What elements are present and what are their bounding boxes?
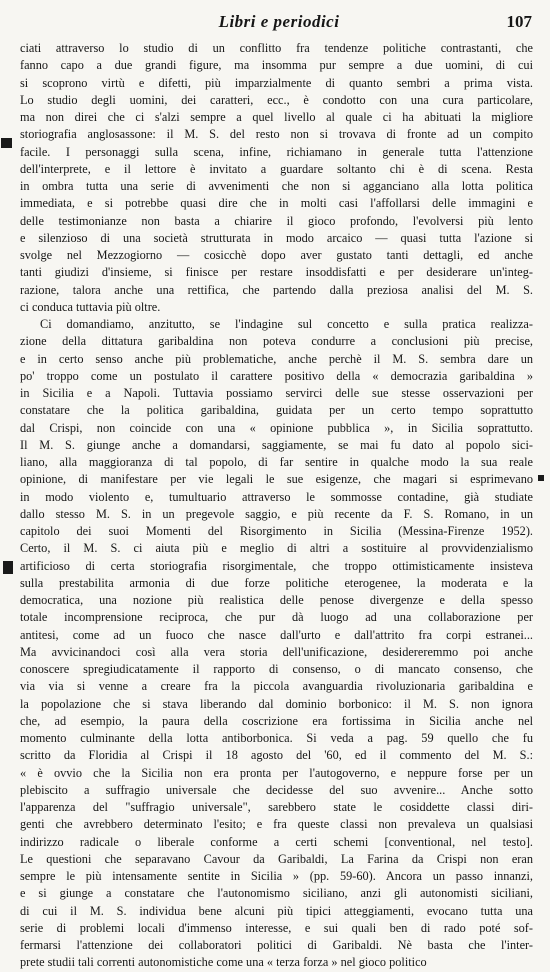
text-line: via via si venne a creare fra la piccola avanguardia rivoluzionaria garibaldina e <box>20 679 533 694</box>
text-line: serie di problemi locali d'immenso interesse, e sui quali ben di rado poté sof- <box>20 920 533 935</box>
text-line: e in certo senso anche più problematiche, anche perchè il M. S. sembra dare un <box>20 351 533 366</box>
text-line: l'apparenza del "suffragio universale", sarebbero state le cosiddette classi diri- <box>20 800 533 814</box>
text-line: in Sicilia e a Napoli. Tuttavia possiamo servirci delle sue stesse osservazioni per <box>20 386 533 400</box>
text-line: scritto da Floridia al Crispi il 18 agosto del '60, ed il commento del M. S.: <box>20 748 533 763</box>
text-line: conoscere spregiudicatamente il rapporto di consenso, o di mancato consenso, che <box>20 662 533 676</box>
text-line: momento culminante della lotta antiborbonica. Si veda a pag. 59 quello che fu <box>20 731 533 745</box>
text-line: artificioso di certa storiografia risorgimentale, che troppo ottimisticamente insisteva <box>20 558 533 573</box>
page-header <box>26 12 532 38</box>
text-line: opinione, di manifestare per vie legali le sue esigenze, che magari si esprimevano <box>20 472 533 487</box>
text-line: constatare che la politica garibaldina, guidata per un certo tempo soprattutto <box>20 403 533 418</box>
body-text <box>20 40 533 970</box>
text-line: capitolo dei suoi Momenti del Risorgimento in Sicilia (Messina-Firenze 1952). <box>20 524 533 538</box>
text-line: razione, talora anche una rettifica, che partendo dalla preziosa analisi del M. S. <box>20 282 533 297</box>
text-line: genti che avrebbero determinato l'esito; e fra queste classi non prevaleva un qualsiasi <box>20 817 533 832</box>
text-line: ci conduca tuttavia più oltre. <box>20 299 161 314</box>
page-number: 107 <box>506 12 532 31</box>
running-title: Libri e periodici <box>218 12 340 31</box>
text-line: immediata, e si potrebbe quasi dire che in molti casi l'affollarsi delle immagini e <box>20 196 533 211</box>
text-line: storiografia anglosassone: il M. S. del resto non si trovava di fronte ad un compito <box>20 127 533 142</box>
text-line: Certo, il M. S. ci aiuta più e meglio di altri a sostituire al provvidenzialismo <box>20 541 533 556</box>
text-line: Lo studio degli uomini, dei caratteri, ecc., è condotto con una cura particolare, <box>20 92 533 107</box>
text-line: Ma avvicinandoci così alla vera storia dell'unificazione, desidereremmo poi anche <box>20 644 533 659</box>
text-line: e si giunge a constatare che l'autonomismo siciliano, anzi gli autonomisti siciliani, <box>20 886 533 901</box>
text-line: ma non direi che ci s'alzi sempre a quel livello al quale ci ha abituati la migliore <box>20 110 533 124</box>
text-line: tanti giudizi d'insieme, si finisce per restare insoddisfatti e per desiderare un'integ- <box>20 265 533 280</box>
text-line: Il M. S. giunge anche a domandarsi, saggiamente, se mai fu dato al popolo sici- <box>20 437 533 452</box>
text-line: antitesi, come ad un fuoco che nasce dall'urto e dall'attrito fra corpi estranei... <box>20 627 533 642</box>
text-line: delle testimonianze non basta a chiarire il gioco profondo, l'evolversi più lento <box>20 213 533 228</box>
text-line: si scoprono virtù e difetti, più imparzialmente di quanto sembri a prima vista. <box>20 75 533 90</box>
text-line: di cui il M. S. individua bene alcuni più tipici atteggiamenti, evocano tutta una <box>20 903 533 918</box>
text-line: dell'interprete, e il lettore è invitato a guardare soltanto chi è di scena. Resta <box>20 161 533 176</box>
margin-mark <box>538 475 544 481</box>
text-line: « è ovvio che la Sicilia non era pronta per l'autogoverno, e neppure forse per un <box>20 765 533 780</box>
text-line: indirizzo radicale o liberale conforme a certi schemi [conventional, nel testo]. <box>20 834 533 849</box>
text-line: zione della dittatura garibaldina non poteva condurre a conclusioni più precise, <box>20 334 533 349</box>
text-line: dal Crispi, non coincide con una « opinione pubblica », in Sicilia soprattutto. <box>20 420 533 435</box>
text-line: in modo violento e, tumultuario attraverso le sommosse contadine, già studiate <box>20 489 533 504</box>
text-line: in ombra tutta una serie di avvenimenti che non si agganciano alla lotta politica <box>20 179 533 193</box>
text-line: facile. I personaggi sulla scena, infine, richiamano in generale tutta l'attenzione <box>20 144 533 159</box>
text-line: svolge nel Mezzogiorno — cosicchè dopo aver gustato tanti dettagli, ed anche <box>20 248 533 262</box>
text-line: democratica, una nozione più realistica delle penose divergenze e della spesso <box>20 593 533 607</box>
text-line: prete studii tali correnti autonomistiche come una « terza forza » nel gioco politico <box>20 955 427 970</box>
text-line: po' troppo come un postulato il carattere positivo della « democrazia garibaldina » <box>20 368 533 383</box>
text-line: e silenzioso di una società strutturata in modo arcaico — quasi tutta l'azione si <box>20 230 533 245</box>
text-line: che, ad esempio, la paura della coscrizione era fortissima in Sicilia anche nel <box>20 713 533 728</box>
text-line: sempre le più intensamente sentite in Sicilia » (pp. 59-60). Ancora un passo innanzi, <box>20 869 533 883</box>
margin-mark <box>3 561 13 574</box>
text-line: totale incomprensione reciproca, che pur dà luogo ad una collaborazione per <box>20 610 533 625</box>
text-line: la popolazione che si stava liberando dal dominio borbonico: il M. S. non ignora <box>20 696 533 711</box>
text-line: fermarsi l'attenzione dei collaboratori politici di Garibaldi. Nè basta che l'inter- <box>20 938 533 952</box>
margin-mark <box>1 138 12 148</box>
text-line: ciati attraverso lo studio di un conflitto fra tendenze politiche contrastanti, che <box>20 41 533 55</box>
text-line: dallo stesso M. S. in un pregevole saggio, e più recente da F. S. Romano, in un <box>20 506 533 521</box>
text-line: liano, alla maggioranza di tal popolo, di far sentire in qualche modo la sua reale <box>20 455 533 469</box>
text-line: Ci domandiamo, anzitutto, se l'indagine sul concetto e sulla pratica realizza- <box>40 317 533 331</box>
text-line: plebiscito a suffragio universale che decidesse del suo avvenire... Anche sotto <box>20 782 533 797</box>
text-line: fanno capo a due grandi figure, ma insomma pur sempre a due uomini, di cui <box>20 58 533 73</box>
text-line: Le questioni che separavano Cavour da Garibaldi, La Farina da Crispi non eran <box>20 851 533 866</box>
text-line: sulla prestabilita armonia di due forze politiche eterogenee, la moderata e la <box>20 575 533 590</box>
